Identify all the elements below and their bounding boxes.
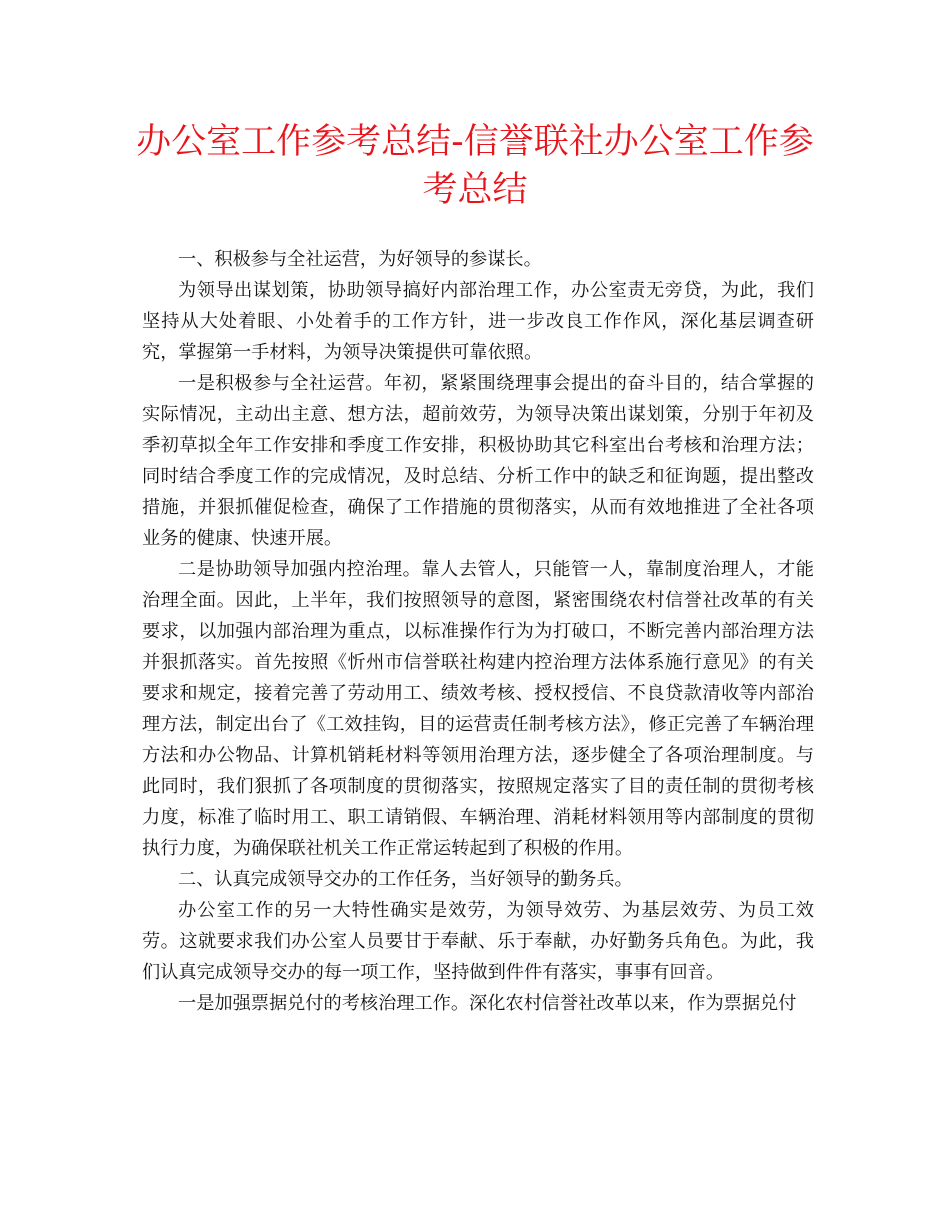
document-body	[142, 244, 814, 1019]
paragraph-3: 一是积极参与全社运营。年初，紧紧围绕理事会提出的奋斗目的，结合掌握的实际情况，主动出主意、想方法，超前效劳，为领导决策出谋划策，分别于年初及季初草拟全年工作安排和季度工作安排，积极协助其它科室出台考核和治理方法；同时结合季度工作的完成情况，及时总结、分析工作中的缺乏和征询题，提出整改措施，并狠抓催促检查，确保了工作措施的贯彻落实，从而有效地推进了全社各项业务的健康、快速开展。	[142, 373, 814, 549]
paragraph-5: 二、认真完成领导交办的工作任务，当好领导的勤务兵。	[178, 869, 633, 890]
paragraph-1: 一、积极参与全社运营，为好领导的参谋长。	[178, 249, 542, 270]
paragraph-2: 为领导出谋划策，协助领导搞好内部治理工作，办公室责无旁贷，为此，我们坚持从大处着眼、小处着手的工作方针，进一步改良工作作风，深化基层调查研究，掌握第一手材料，为领导决策提供可靠依照。	[142, 280, 814, 363]
document-title: 办公室工作参考总结-信誉联社办公室工作参考总结	[136, 122, 814, 210]
paragraph-7: 一是加强票据兑付的考核治理工作。深化农村信誉社改革以来，作为票据兑付	[178, 993, 797, 1014]
paragraph-6: 办公室工作的另一大特性确实是效劳，为领导效劳、为基层效劳、为员工效劳。这就要求我们办公室人员要甘于奉献、乐于奉献，办好勤务兵角色。为此，我们认真完成领导交办的每一项工作，坚持做到件件有落实，事事有回音。	[142, 900, 814, 983]
paragraph-4: 二是协助领导加强内控治理。靠人去管人，只能管一人，靠制度治理人，才能治理全面。因此，上半年，我们按照领导的意图，紧密围绕农村信誉社改革的有关要求，以加强内部治理为重点，以标准操作行为为打破口，不断完善内部治理方法并狠抓落实。首先按照《忻州市信誉联社构建内控治理方法体系施行意见》的有关要求和规定，接着完善了劳动用工、绩效考核、授权授信、不良贷款清收等内部治理方法，制定出台了《工效挂钩，目的运营责任制考核方法》，修正完善了车辆治理方法和办公物品、计算机销耗材料等领用治理方法，逐步健全了各项治理制度。与此同时，我们狠抓了各项制度的贯彻落实，按照规定落实了目的责任制的贯彻考核力度，标准了临时用工、职工请销假、车辆治理、消耗材料领用等内部制度的贯彻执行力度，为确保联社机关工作正常运转起到了积极的作用。	[142, 559, 814, 859]
